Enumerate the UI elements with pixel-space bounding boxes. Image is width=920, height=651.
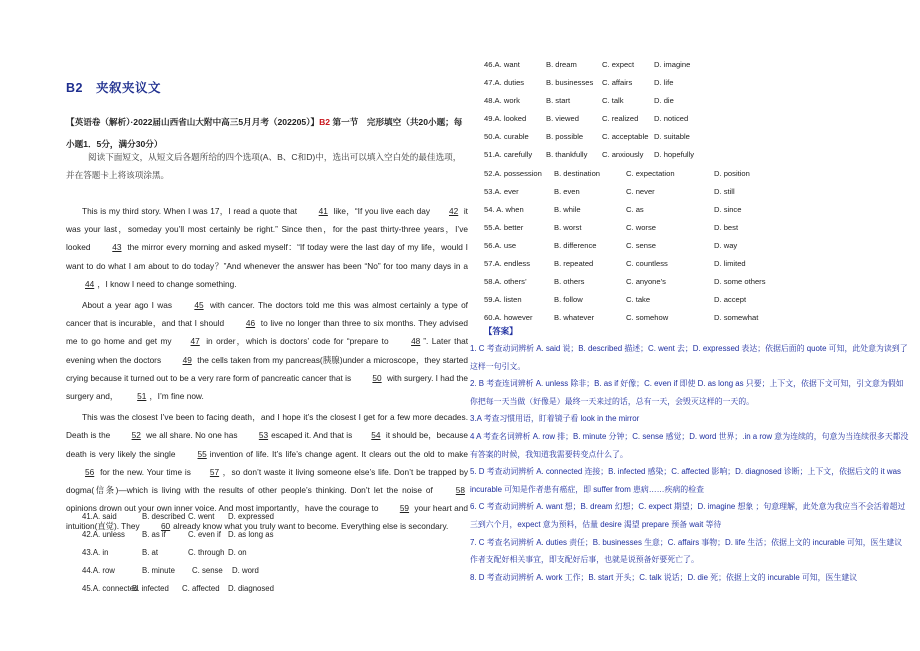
- text: This was the closest I’ve been to facing death，and I hope it’s the closest I get for a few more decades. Death is the: [66, 412, 468, 441]
- option-d: D. imagine: [654, 60, 691, 69]
- blank-52: 52: [131, 430, 141, 441]
- option-b: B. even: [554, 186, 580, 196]
- text: ，I know I need to change something.: [97, 278, 237, 289]
- blank-56: 56: [85, 466, 95, 477]
- option-c: C. expect: [602, 60, 635, 69]
- text: in order，which is doctors’ code for “prepare to: [202, 336, 393, 347]
- option-b: B. infected: [132, 584, 169, 594]
- option-a: 58.A. others’: [484, 277, 527, 287]
- answer-item: 8. D 考查动词辨析 A. work 工作；B. start 开头；C. talk 说话；D. die 死；依据上文的 incurable 可知，医生建议: [470, 572, 858, 582]
- option-d: D. word: [232, 566, 259, 576]
- option-d: D. on: [228, 548, 247, 558]
- option-d: D. since: [714, 204, 742, 214]
- option-a: 46.A. want: [484, 60, 520, 69]
- option-c: C. sense: [626, 240, 656, 250]
- cloze-passage: [66, 202, 468, 539]
- option-d: D. way: [714, 240, 738, 250]
- option-c: C. never: [626, 186, 655, 196]
- text: ，I’m fine now.: [149, 391, 204, 402]
- option-d: D. somewhat: [714, 313, 759, 323]
- text: like，“If you live each day: [330, 206, 430, 216]
- option-d: D. still: [714, 186, 735, 196]
- section-title: B2 夹叙夹议文: [66, 81, 161, 95]
- answer-item: 1. C 考查动词辨析 A. said 说；B. described 描述；C. went 去；D. expressed 表达；依据后面的 quote 可知，此处意为读到了这样一句引文。: [470, 344, 908, 371]
- text: the mirror every morning and asked myself：“If today were the last day of my life，would I want to do what I am about to do today？”And whenever the answer has been “No” for too many days in a: [66, 242, 468, 271]
- option-a: 44.A. row: [82, 566, 115, 576]
- option-c: C. anyone’s: [626, 277, 666, 287]
- text: your heart and intuition(直觉). They: [66, 503, 469, 532]
- option-c: C. sense: [192, 566, 223, 576]
- text: with surgery. I had the surgery and，: [66, 372, 468, 402]
- text: with cancer. The doctors told me this was almost certainly a type of cancer that is incurable，and that I should: [66, 300, 468, 329]
- option-b: B. minute: [142, 566, 175, 576]
- text: already know what you truly want to become. Everything else is secondary.: [173, 521, 449, 532]
- option-d: D. as long as: [228, 530, 274, 540]
- option-c: C. realized: [602, 114, 639, 124]
- text: it was your last，someday you’ll most certainly be right.” Since then，for the past thirty-three years，I’ve looked: [66, 206, 468, 253]
- option-b: B. others: [554, 277, 585, 287]
- option-a: 50.A. curable: [484, 132, 529, 142]
- option-b: B. viewed: [546, 114, 579, 124]
- text: for the new. Your time is: [97, 466, 191, 477]
- text: About a year ago I was: [82, 300, 176, 311]
- option-a: 52.A. possession: [484, 168, 542, 178]
- text: opinions drown out your own inner voice. And most importantly，have the courage to: [66, 503, 381, 514]
- answers-list: [470, 340, 910, 586]
- option-a: 56.A. use: [484, 240, 517, 250]
- option-c: C. acceptable: [602, 132, 649, 142]
- option-b: B. while: [554, 204, 581, 214]
- blank-45: 45: [194, 300, 204, 311]
- option-c: C. affairs: [602, 78, 633, 88]
- option-a: 43.A. in: [82, 548, 109, 558]
- paragraph-1: [66, 202, 468, 293]
- option-c: C. worse: [626, 222, 656, 232]
- option-b: B. difference: [554, 240, 597, 250]
- option-d: D. limited: [714, 259, 746, 269]
- option-c: C. expectation: [626, 168, 675, 178]
- option-d: D. hopefully: [654, 150, 695, 160]
- answer-item: 6. C 考查动词辨析 A. want 想；B. dream 幻想；C. expect 期望；D. imagine 想象 ；句意理解，此处意为我应当不会活着超过三到六个月，expect 意为预料，估量 desire 渴望 prepare 预备 wait 等待: [470, 502, 906, 529]
- option-b: B. dream: [546, 60, 577, 69]
- blank-53: 53: [258, 430, 269, 441]
- blank-41: 41: [318, 206, 328, 216]
- option-c: C. through: [188, 548, 225, 558]
- option-b: B. as if: [142, 530, 166, 540]
- blank-46: 46: [245, 318, 256, 329]
- blank-44: 44: [85, 278, 95, 289]
- option-a: 54. A. when: [484, 204, 524, 214]
- text: we all share. No one has: [143, 430, 240, 441]
- option-d: D. life: [654, 78, 674, 88]
- blank-43: 43: [112, 242, 122, 253]
- option-a: 60.A. however: [484, 313, 533, 323]
- source-rest: 第一节 完形填空（共20小题；每小题1．5分，满分30分）: [66, 117, 463, 149]
- option-a: 42.A. unless: [82, 530, 125, 540]
- option-a: 47.A. duties: [484, 78, 525, 88]
- option-b: B. repeated: [554, 259, 594, 269]
- option-b: B. worst: [554, 222, 582, 232]
- option-d: D. expressed: [228, 512, 274, 521]
- option-c: C. somehow: [626, 313, 669, 323]
- option-a: 48.A. work: [484, 96, 520, 106]
- text: the cells taken from my pancreas(胰腺)under a microscope，they started crying because it turned out to be a very rare form of pancreatic cancer that is: [66, 354, 468, 383]
- option-a: 45.A. connected: [82, 584, 139, 594]
- option-d: D. suitable: [654, 132, 690, 142]
- option-c: C. even if: [188, 530, 221, 540]
- option-a: 49.A. looked: [484, 114, 527, 124]
- blank-51: 51: [137, 391, 147, 402]
- option-b: B. follow: [554, 295, 583, 305]
- blank-59: 59: [399, 503, 410, 514]
- option-a: 55.A. better: [484, 222, 524, 232]
- option-b: B. described: [142, 512, 186, 521]
- text: This is my third story. When I was 17，I read a quote that: [82, 206, 300, 216]
- answer-item: 7. C 考查名词辨析 A. duties 责任；B. businesses 生意；C. affairs 事物；D. life 生活；依据上文的 incurable 可知，医生建议作者支配好相关事宜，即支配好后事，也就是说预备好要死亡了。: [470, 537, 903, 565]
- paragraph-2: [66, 296, 468, 405]
- option-c: C. went: [188, 512, 215, 521]
- text: ，so don’t waste it living someone else’s life. Don’t be trapped by dogma(信条)—which is living with the results of other people’s thinking. Don’t let the noise of: [66, 466, 468, 496]
- option-a: 51.A. carefully: [484, 150, 533, 160]
- option-d: D. position: [714, 168, 750, 178]
- option-c: C. anxiously: [602, 150, 644, 160]
- option-a: 59.A. listen: [484, 295, 522, 305]
- option-c: C. affected: [182, 584, 220, 594]
- text: ”. Later that evening when the doctors: [66, 336, 469, 365]
- option-b: B. businesses: [546, 78, 594, 88]
- option-c: C. take: [626, 295, 651, 305]
- text: escaped it. And that is: [271, 430, 353, 441]
- option-a: 53.A. ever: [484, 186, 519, 196]
- answer-item: 5. D 考查动词辨析 A. connected 连接；B. infected 感染；C. affected 影响；D. diagnosed 诊断；上下文，依据后文的 it was incurable 可知是作者患有癌症，即 suffer from 患病……疾病的检查: [470, 467, 901, 494]
- option-d: D. best: [714, 222, 739, 232]
- source-prefix: 【英语卷（解析）·2022届山西省山大附中高三5月月考（202205）】: [66, 117, 320, 127]
- option-a: 57.A. endless: [484, 259, 531, 269]
- answer-item: 3.A 考查习惯用语，盯着镜子看 look in the mirror: [470, 414, 640, 424]
- blank-58: 58: [455, 485, 465, 496]
- option-d: D. diagnosed: [228, 584, 274, 594]
- option-c: C. as: [626, 204, 644, 214]
- blank-48: 48: [411, 336, 421, 347]
- answer-item: 4 A 考查名词辨析 A. row 排；B. minute 分钟；C. sense 感觉；D. word 世界；.in a row 意为连续的，句意为当连续很多天都没有答案的时候，我知道我需要转变点什么了。: [470, 431, 909, 459]
- option-c: C. talk: [602, 96, 624, 106]
- text: to live no longer than three to six months. They advised me to go home and get my: [66, 318, 469, 347]
- option-d: D. some others: [714, 277, 766, 287]
- blank-55: 55: [197, 448, 207, 459]
- blank-49: 49: [182, 354, 192, 365]
- blank-50: 50: [372, 372, 382, 383]
- option-b: B. whatever: [554, 313, 595, 323]
- option-b: B. destination: [554, 168, 601, 178]
- option-b: B. at: [142, 548, 159, 558]
- blank-54: 54: [371, 430, 381, 441]
- answer-item: 2. B 考查连词辨析 A. unless 除非；B. as if 好像；C. even if 即使 D. as long as 只要；上下文，依据下文可知，引文意为假如你把每一天当做（好像是）最终一天来过的话，总有一天，会毁灭这样的一天的。: [470, 379, 904, 406]
- text: it should be，because death is very likely the single: [66, 430, 468, 459]
- option-a: 41.A. said: [82, 512, 117, 521]
- option-b: B. possible: [546, 132, 584, 142]
- option-d: D. accept: [714, 295, 747, 305]
- source-tag: B2: [319, 117, 331, 127]
- text: invention of life. It’s life’s change agent. It clears out the old to make: [209, 448, 468, 459]
- option-d: D. die: [654, 96, 674, 106]
- blank-60: 60: [160, 521, 171, 532]
- blank-47: 47: [190, 336, 200, 347]
- option-b: B. start: [546, 96, 571, 106]
- blank-42: 42: [448, 206, 459, 216]
- option-b: B. thankfully: [546, 150, 588, 160]
- answers-title: 【答案】: [484, 326, 518, 336]
- instructions: 阅读下面短文，从短文后各题所给的四个选项(A、B、C和D)中，选出可以填入空白处的最佳选项，并在答题卡上将该项涂黑。: [66, 152, 462, 180]
- option-d: D. noticed: [654, 114, 689, 124]
- option-c: C. countless: [626, 259, 668, 269]
- blank-57: 57: [209, 466, 220, 477]
